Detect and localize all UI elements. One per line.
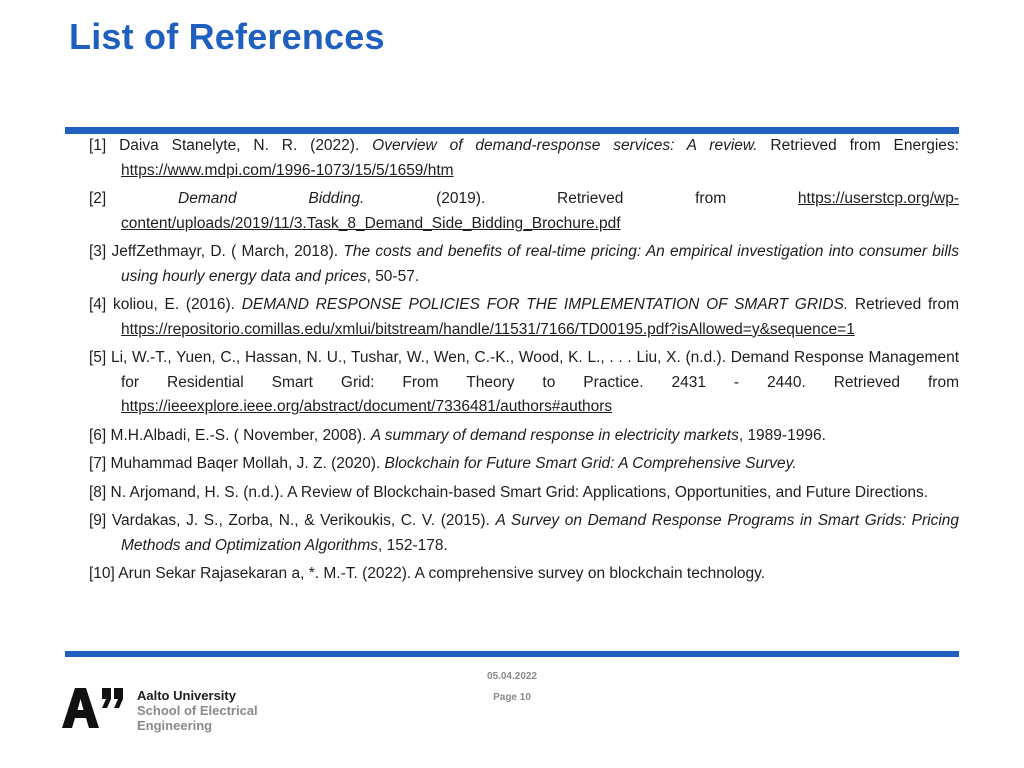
logo-school: School of Electrical bbox=[137, 703, 258, 718]
reference-item bbox=[89, 134, 959, 183]
reference-link[interactable]: https://ieeexplore.ieee.org/abstract/document/7336481/authors#authors bbox=[121, 398, 613, 415]
reference-text: Retrieved from Energies: bbox=[757, 137, 959, 154]
reference-item bbox=[89, 187, 959, 236]
reference-title: Overview of demand-response services: A review. bbox=[372, 137, 758, 154]
reference-link[interactable]: https://repositorio.comillas.edu/xmlui/bitstream/handle/11531/7166/TD00195.pdf?isAllowed=y&sequence=1 bbox=[121, 320, 855, 338]
reference-title: A Survey on Demand Response Programs in Smart Grids: Pricing Methods and Optimization Algorithms bbox=[121, 512, 960, 554]
reference-text: , 152-178. bbox=[378, 536, 448, 554]
reference-text: [8] N. Arjomand, H. S. (n.d.). A Review of Blockchain-based Smart Grid: Applications, Opportunities, and Future Directions. bbox=[89, 483, 929, 501]
reference-text: Retrieved from bbox=[848, 296, 959, 313]
reference-item bbox=[89, 346, 959, 420]
top-divider bbox=[65, 127, 959, 134]
reference-title: A summary of demand response in electricity markets bbox=[370, 426, 739, 444]
logo-university: Aalto University bbox=[137, 688, 236, 703]
reference-item bbox=[89, 424, 959, 449]
reference-item bbox=[89, 240, 959, 289]
reference-text: [4] koliou, E. (2016). bbox=[89, 296, 242, 313]
reference-text: [9] Vardakas, J. S., Zorba, N., & Verikoukis, C. V. (2015). bbox=[89, 512, 496, 529]
reference-item bbox=[89, 293, 959, 342]
reference-item bbox=[89, 452, 959, 477]
reference-title: DEMAND RESPONSE POLICIES FOR THE IMPLEMENTATION OF SMART GRIDS. bbox=[241, 296, 849, 313]
aalto-logo-icon bbox=[62, 686, 126, 730]
reference-link[interactable]: https://userstcp.org/wp-content/uploads/2019/11/3.Task_8_Demand_Side_Bidding_Brochure.pdf bbox=[121, 190, 959, 232]
reference-title: Demand Bidding. bbox=[178, 190, 365, 207]
reference-item bbox=[89, 481, 959, 506]
reference-title: The costs and benefits of real-time pricing: An empirical investigation into consumer bills using hourly energy data and prices bbox=[121, 243, 959, 285]
reference-title: Blockchain for Future Smart Grid: A Comprehensive Survey. bbox=[384, 455, 797, 472]
reference-item bbox=[89, 509, 959, 558]
footer-date: 05.04.2022 bbox=[486, 671, 538, 682]
reference-item bbox=[89, 562, 959, 587]
reference-text: [1] Daiva Stanelyte, N. R. (2022). bbox=[89, 137, 373, 154]
reference-list bbox=[89, 134, 959, 591]
reference-text: , 1989-1996. bbox=[738, 426, 826, 444]
reference-text: [2] bbox=[89, 190, 178, 207]
reference-text: [5] Li, W.-T., Yuen, C., Hassan, N. U., Tushar, W., Wen, C.-K., Wood, K. L., . . . Liu, X. (n.d.). Demand Response Management for Residential Smart Grid: From Theory to Practice. 2431 - 2440. Retrieved from bbox=[89, 349, 959, 391]
page-title: List of References bbox=[69, 16, 385, 57]
page-number: Page 10 bbox=[493, 692, 531, 703]
aalto-logo-text bbox=[137, 688, 258, 733]
reference-text: [7] Muhammad Baqer Mollah, J. Z. (2020). bbox=[89, 455, 385, 472]
reference-text: [3] JeffZethmayr, D. ( March, 2018). bbox=[89, 243, 344, 260]
reference-text: , 50-57. bbox=[366, 267, 420, 285]
bottom-divider bbox=[65, 651, 959, 657]
reference-text: [6] M.H.Albadi, E.-S. ( November, 2008). bbox=[89, 426, 371, 444]
logo-department: Engineering bbox=[137, 718, 213, 733]
reference-text: (2019). Retrieved from bbox=[364, 190, 798, 207]
reference-link[interactable]: https://www.mdpi.com/1996-1073/15/5/1659/htm bbox=[121, 161, 454, 179]
reference-text: [10] Arun Sekar Rajasekaran a, *. M.-T. (2022). A comprehensive survey on blockchain technology. bbox=[89, 565, 766, 582]
